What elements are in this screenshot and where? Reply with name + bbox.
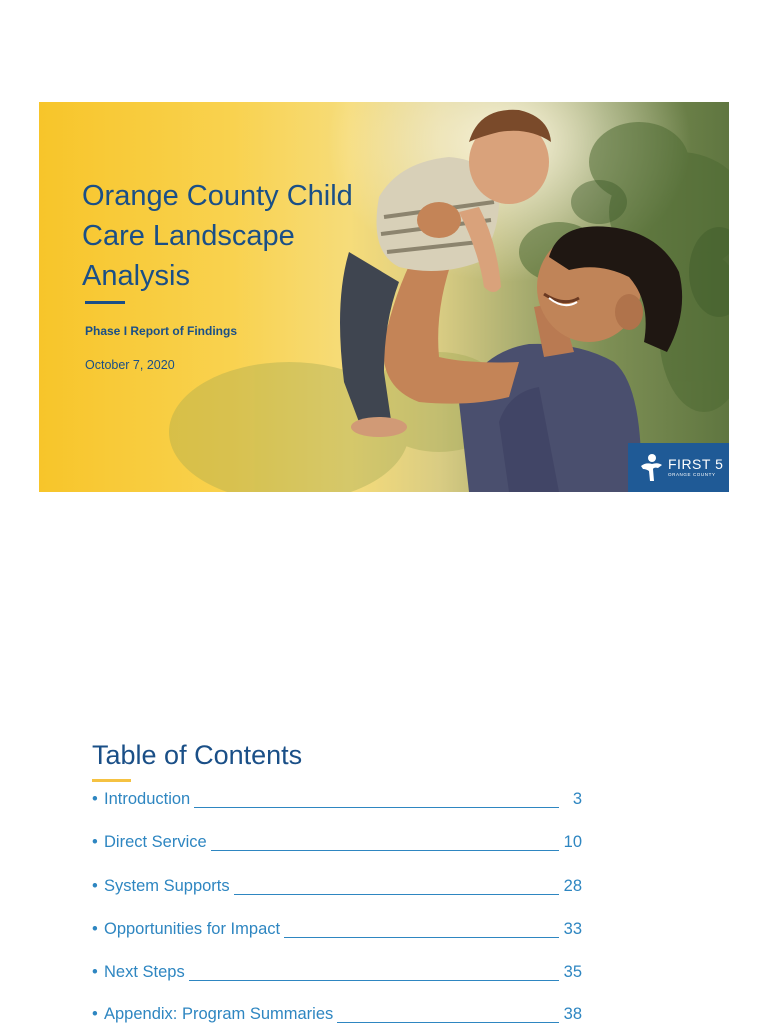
toc-leader-line (337, 1022, 559, 1023)
toc-item-page: 3 (572, 790, 582, 808)
first5-figure-icon (638, 452, 664, 484)
toc-item-system-supports[interactable] (92, 877, 582, 899)
toc-bullet: • (92, 963, 98, 981)
cover-title: Orange County Child Care Landscape Analysis (82, 180, 353, 292)
toc-item-opportunities-for-impact[interactable] (92, 920, 582, 942)
toc-leader-line (234, 894, 559, 895)
toc-item-label: Direct Service (104, 833, 207, 851)
logo-main-text: FIRST 5 (668, 456, 724, 472)
toc-leader-line (189, 980, 559, 981)
toc-item-label: System Supports (104, 877, 230, 895)
logo-sub-text: ORANGE COUNTY (668, 472, 716, 477)
toc-item-label: Introduction (104, 790, 191, 808)
toc-leader-line (284, 937, 559, 938)
toc-item-label: Opportunities for Impact (104, 920, 281, 938)
cover-subtitle: Phase I Report of Findings (85, 324, 238, 338)
cover-date: October 7, 2020 (85, 358, 175, 372)
toc-bullet: • (92, 877, 98, 895)
toc-bullet: • (92, 790, 98, 808)
cover-slide (39, 102, 729, 492)
toc-title-underline (92, 779, 131, 782)
toc-item-next-steps[interactable] (92, 963, 582, 985)
toc-leader-line (194, 807, 559, 808)
toc-title: Table of Contents (92, 740, 303, 770)
toc-item-label: Next Steps (104, 963, 185, 981)
toc-bullet: • (92, 1005, 98, 1023)
toc-bullet: • (92, 920, 98, 938)
father-lifting-baby-photo (39, 102, 729, 492)
toc-item-page: 28 (563, 877, 582, 895)
toc-item-direct-service[interactable] (92, 833, 582, 855)
toc-item-page: 10 (563, 833, 582, 851)
toc-item-label: Appendix: Program Summaries (104, 1005, 334, 1023)
toc-leader-line (211, 850, 559, 851)
toc-bullet: • (92, 833, 98, 851)
toc-item-page: 33 (563, 920, 582, 938)
toc-item-page: 38 (563, 1005, 582, 1023)
toc-item-appendix[interactable] (92, 1005, 582, 1024)
toc-item-page: 35 (563, 963, 582, 981)
title-rule (85, 301, 125, 304)
toc-item-introduction[interactable] (92, 790, 582, 812)
first5-logo (628, 443, 729, 492)
